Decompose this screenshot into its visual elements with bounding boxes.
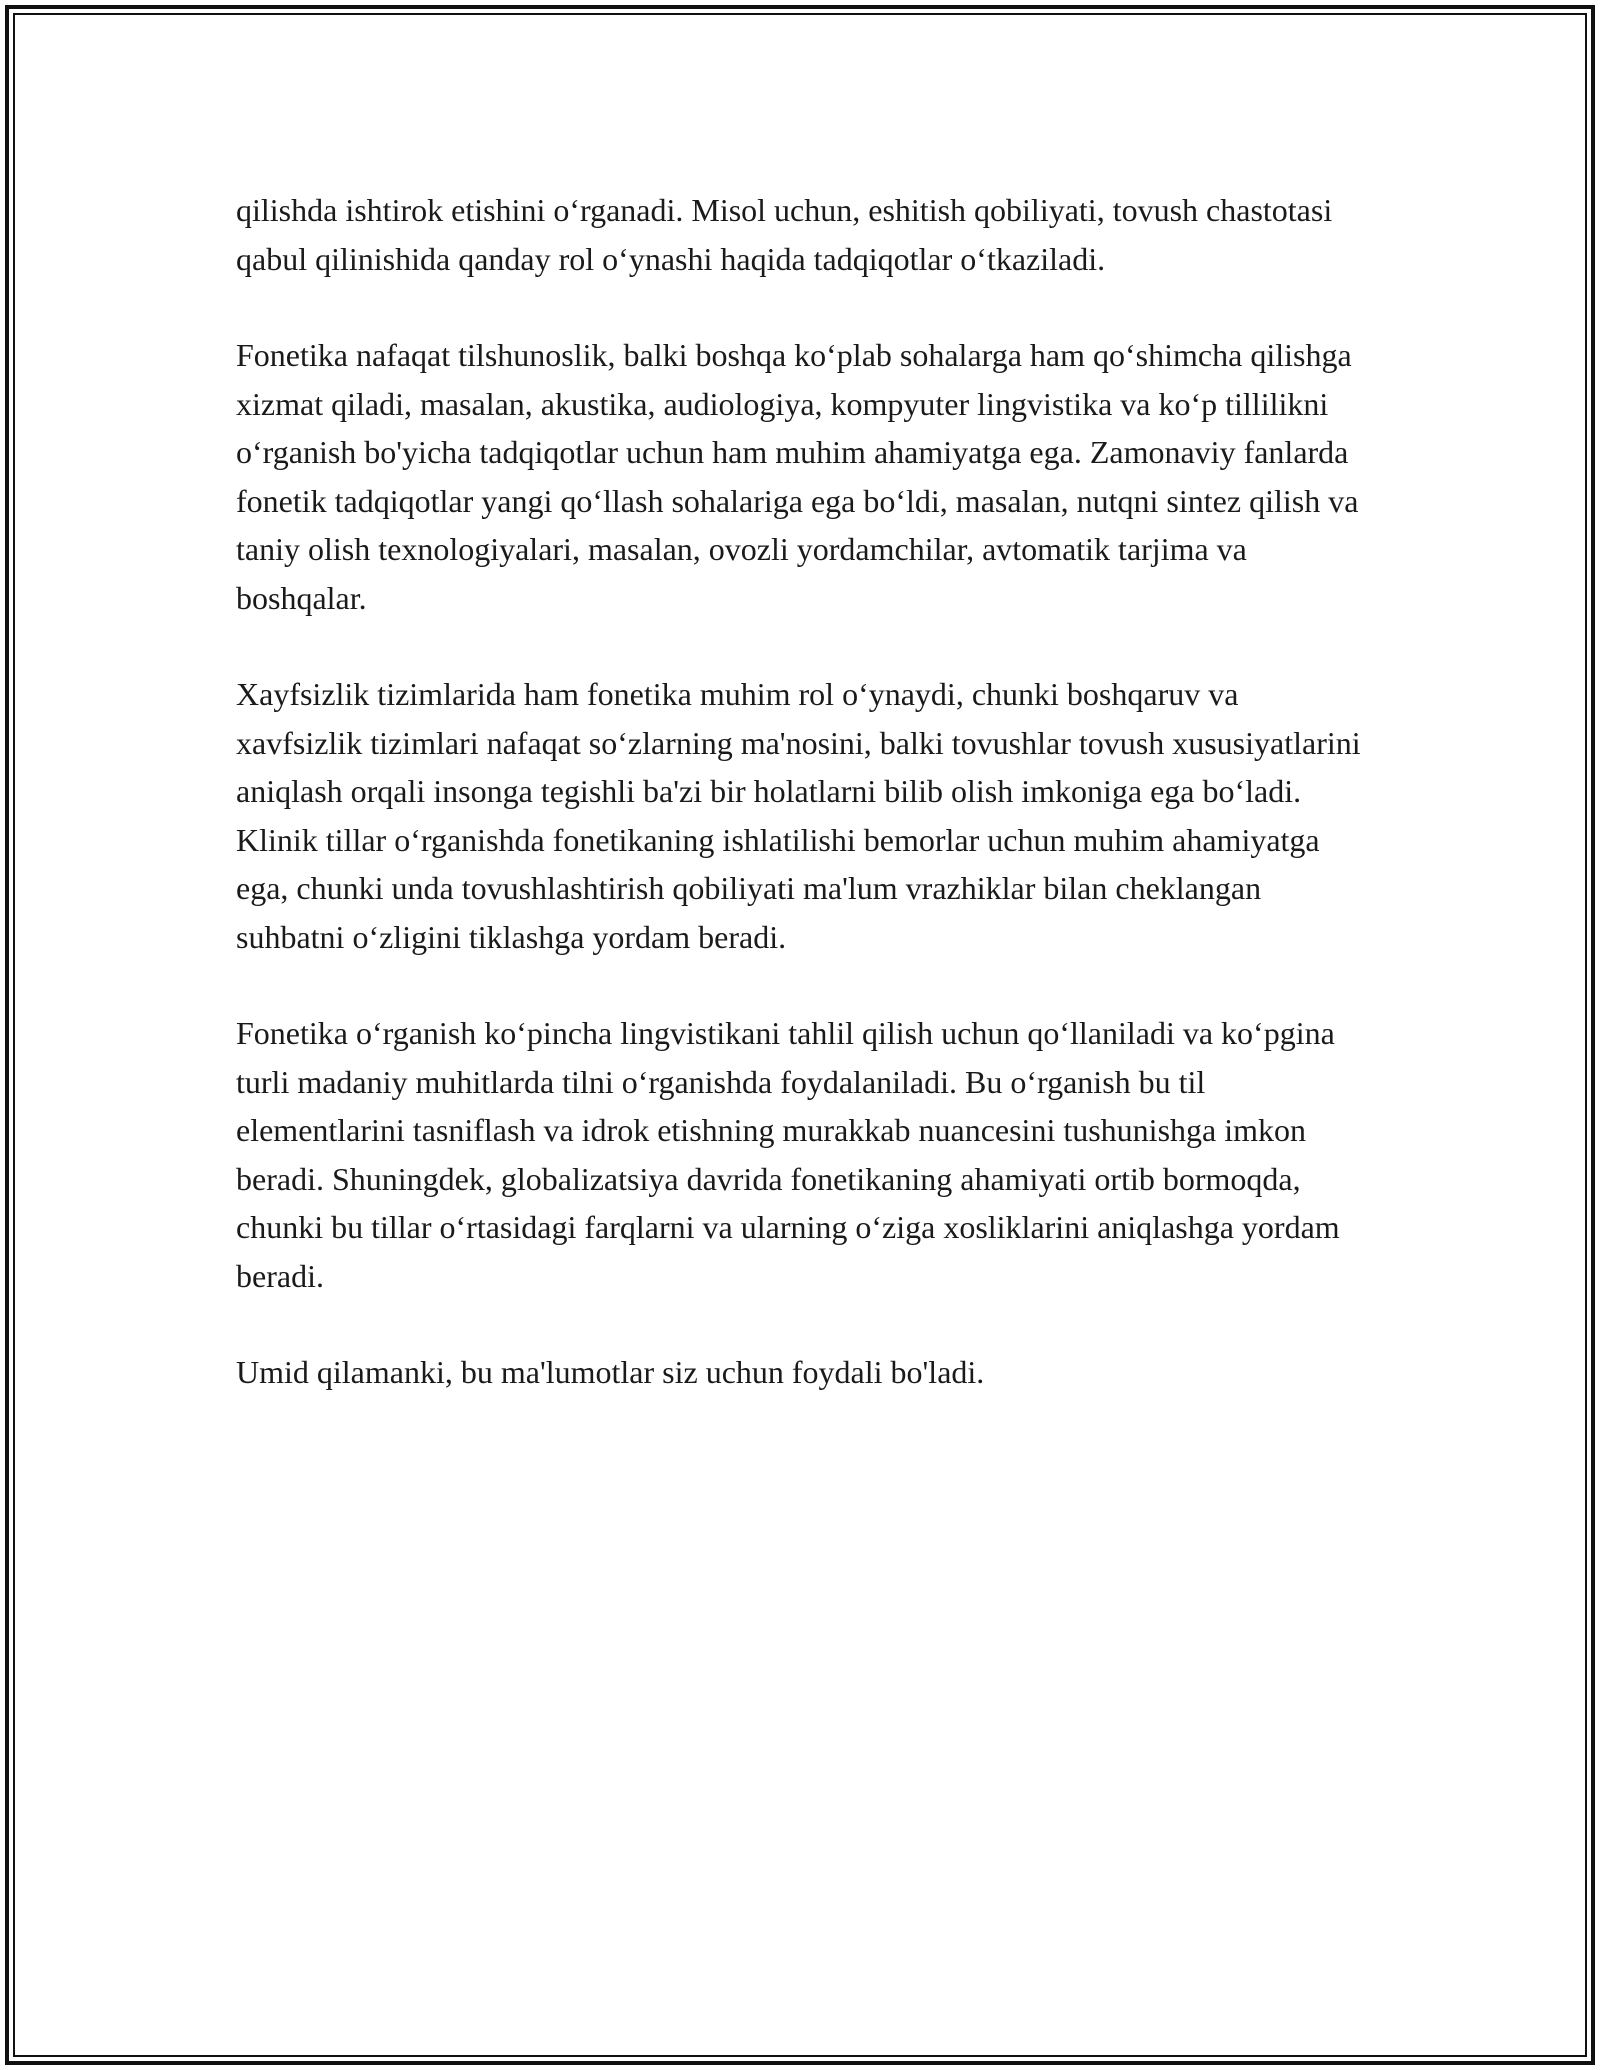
paragraph-3: Xayfsizlik tizimlarida ham fonetika muhim rol o‘ynaydi, chunki boshqaruv va xavfsizlik tizimlari nafaqat so‘zlarning ma'nosini, balki tovushlar tovush xususiyatlarini aniqlash orqali insonga tegishli ba'zi bir holatlarni bilib olish imkoniga ega bo‘ladi. Klinik tillar o‘rganishda fonetikaning ishlatilishi bemorlar uchun muhim ahamiyatga ega, chunki unda tovushlashtirish qobiliyati ma'lum vrazhiklar bilan cheklangan suhbatni o‘zligini tiklashga yordam beradi. [236, 676, 1361, 955]
paragraph-1: qilishda ishtirok etishini o‘rganadi. Misol uchun, eshitish qobiliyati, tovush chastotasi qabul qilinishida qanday rol o‘ynashi haqida tadqiqotlar o‘tkaziladi. [236, 192, 1333, 277]
paragraph-4: Fonetika o‘rganish ko‘pincha lingvistikani tahlil qilish uchun qo‘llaniladi va ko‘pgina turli madaniy muhitlarda tilni o‘rganishda foydalaniladi. Bu o‘rganish bu til elementlarini tasniflash va idrok etishning murakkab nuancesini tushunishga imkon beradi. Shuningdek, globalizatsiya davrida fonetikaning ahamiyati ortib bormoqda, chunki bu tillar o‘rtasidagi farqlarni va ularning o‘ziga xosliklarini aniqlashga yordam beradi. [236, 1015, 1340, 1294]
paragraph-5: Umid qilamanki, bu ma'lumotlar siz uchun foydali bo'ladi. [236, 1354, 985, 1390]
document-body [236, 186, 1361, 1445]
paragraph-2: Fonetika nafaqat tilshunoslik, balki boshqa ko‘plab sohalarga ham qo‘shimcha qilishga xizmat qiladi, masalan, akustika, audiologiya, kompyuter lingvistika va ko‘p tillilikni o‘rganish bo'yicha tadqiqotlar uchun ham muhim ahamiyatga ega. Zamonaviy fanlarda fonetik tadqiqotlar yangi qo‘llash sohalariga ega bo‘ldi, masalan, nutqni sintez qilish va taniy olish texnologiyalari, masalan, ovozli yordamchilar, avtomatik tarjima va boshqalar. [236, 337, 1359, 616]
